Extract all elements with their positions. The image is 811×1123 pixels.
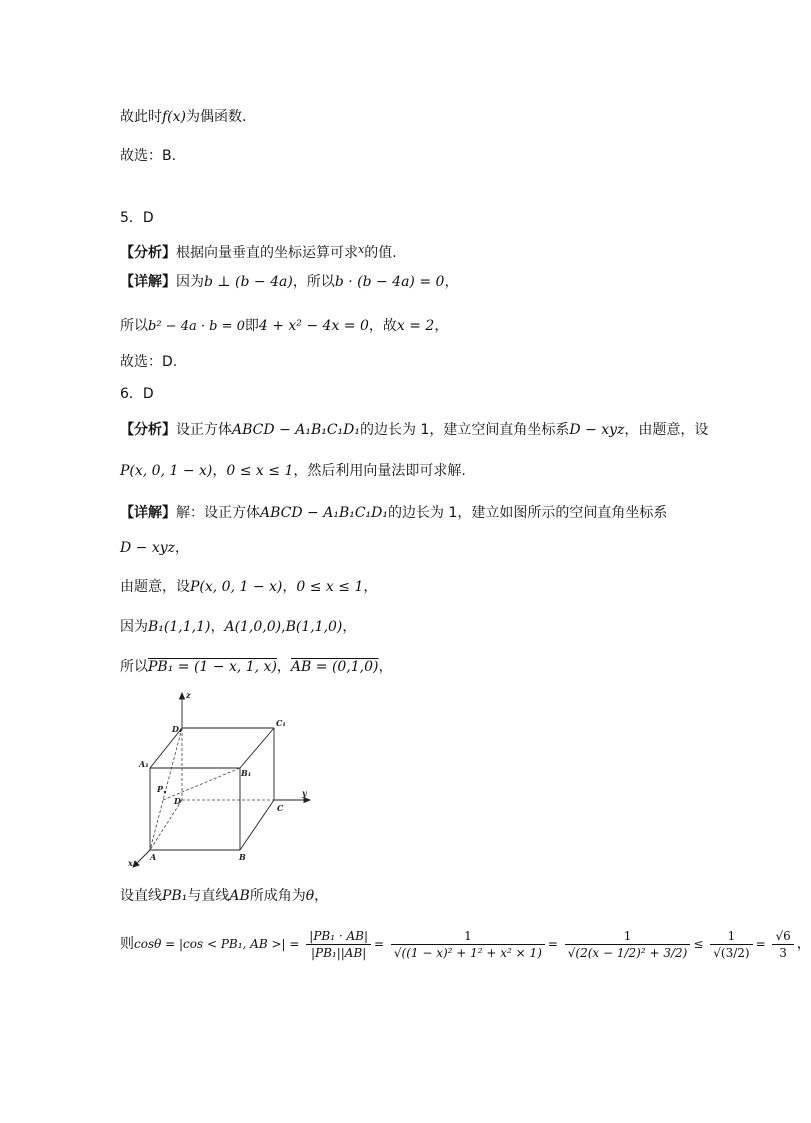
analysis-tag: 【分析】 — [120, 245, 176, 261]
math-b1: B₁(1,1,1) — [148, 619, 211, 635]
text: 与直线 — [187, 888, 230, 904]
edge-BC — [240, 800, 274, 850]
math-cube: ABCD − A₁B₁C₁D₁ — [260, 505, 389, 521]
label-z: z — [186, 690, 191, 700]
label-y: y — [302, 788, 307, 798]
choice-line: 故选：B. — [120, 148, 177, 164]
q5-heading: 5．D — [120, 210, 154, 226]
text: 所以 — [120, 318, 148, 334]
math-cos-lhs: cosθ = |cos < PB₁, AB >| = — [134, 937, 300, 951]
text: 设直线 — [120, 888, 162, 904]
frac-3 — [565, 928, 691, 961]
cube-figure — [120, 690, 320, 870]
text: 故此时 — [120, 109, 162, 125]
math-b: B(1,1,0) — [285, 619, 343, 635]
text: ， — [314, 888, 329, 904]
math-axes: D − xyz — [569, 422, 625, 438]
text: ，故 — [368, 318, 397, 334]
label-C: C — [277, 803, 284, 813]
frac-4 — [710, 928, 752, 961]
label-x: x — [128, 858, 133, 868]
label-B: B — [239, 852, 246, 862]
text: ，由题意，设 — [624, 422, 709, 438]
equals: = — [547, 937, 558, 951]
q6-setp — [120, 577, 377, 597]
axis-x — [136, 850, 150, 864]
less-equal: ≤ — [693, 937, 704, 951]
text: ， — [282, 579, 297, 595]
math-range: 0 ≤ x ≤ 1 — [296, 579, 364, 595]
frac-1 — [306, 928, 371, 961]
q5-line2 — [120, 316, 448, 337]
text: ， — [796, 936, 811, 952]
text-line-1 — [120, 107, 246, 127]
frac-den: √(3/2) — [710, 944, 752, 961]
text: 解：设正方体 — [176, 505, 260, 521]
text: ， — [363, 579, 378, 595]
q6-detail — [120, 503, 667, 523]
text: 根据向量垂直的坐标运算可求 — [176, 245, 358, 261]
math-expr: b · (b − 4a) = 0 — [334, 274, 445, 290]
text: ， — [378, 659, 393, 675]
text: ，所以 — [292, 274, 335, 290]
frac-num: |PB₁ · AB| — [309, 929, 368, 943]
frac-result — [772, 928, 793, 961]
q6-angle — [120, 886, 328, 906]
text: 的值. — [364, 245, 397, 261]
label-D1: D₁ — [172, 724, 183, 734]
math-x: x — [358, 243, 365, 256]
text: 所以 — [120, 659, 148, 675]
q6-detail-cont — [120, 538, 189, 558]
text: 所成角为 — [249, 888, 306, 904]
frac-den: √((1 − x)² + 1² + x² × 1) — [391, 944, 545, 961]
math-axes: D − xyz — [120, 540, 176, 556]
equals: = — [374, 937, 385, 951]
q6-vectors — [120, 657, 393, 677]
label-A: A — [150, 852, 157, 862]
label-A1: A₁ — [139, 759, 149, 769]
q5-choice: 故选：D. — [120, 354, 178, 370]
text: 因为 — [176, 274, 204, 290]
equals: = — [755, 937, 766, 951]
q6-coords: 因为B₁(1,1,1)，A(1,0,0),B(1,1,0)， — [120, 619, 357, 635]
text: 为偶函数. — [186, 109, 247, 125]
math-expr: 4 + x² − 4x = 0 — [258, 318, 369, 334]
edge-A1D1 — [150, 728, 182, 768]
label-C1: C₁ — [276, 718, 286, 728]
text: ， — [210, 619, 225, 635]
math-cube: ABCD − A₁B₁C₁D₁ — [232, 422, 361, 438]
math-p: P(x, 0, 1 − x) — [120, 463, 213, 479]
label-D: D — [174, 796, 181, 806]
axis-z-arrow — [180, 693, 185, 699]
text: 的边长为 1，建立空间直角坐标系 — [360, 422, 570, 438]
edge-B1C1 — [240, 728, 274, 768]
frac-den: √(2(x − 1/2)² + 3/2) — [565, 944, 691, 961]
math-pb1: PB₁ — [162, 888, 188, 904]
frac-num: 1 — [464, 929, 472, 943]
math-expr: x = 2 — [396, 318, 435, 334]
q6-cos-equation — [120, 928, 811, 961]
text: ， — [342, 619, 357, 635]
point-P — [164, 791, 166, 793]
frac-2 — [391, 928, 545, 961]
math-expr: b² − 4a · b = 0 — [148, 319, 245, 334]
text: 的边长为 1，建立如图所示的空间直角坐标系 — [388, 505, 668, 521]
q5-analysis — [120, 240, 397, 263]
text: 则 — [120, 936, 134, 952]
q6-analysis-cont — [120, 461, 466, 481]
text: ， — [212, 463, 227, 479]
math-fx: f(x) — [162, 109, 187, 125]
text: ， — [434, 318, 449, 334]
text: ，然后利用向量法即可求解. — [293, 463, 466, 479]
math-a: A(1,0,0) — [224, 619, 282, 635]
text: 由题意，设 — [120, 579, 190, 595]
frac-num: 1 — [727, 929, 736, 943]
text: ， — [175, 540, 190, 556]
frac-den: |PB₁||AB| — [306, 944, 371, 961]
q6-heading: 6．D — [120, 386, 154, 402]
text: 设正方体 — [176, 422, 232, 438]
label-P: P — [157, 784, 164, 794]
math-p: P(x, 0, 1 − x) — [190, 579, 283, 595]
q6-analysis — [120, 420, 708, 440]
axis-y-arrow — [304, 798, 310, 803]
frac-den: 3 — [772, 944, 793, 961]
detail-tag: 【详解】 — [120, 274, 176, 290]
math-ab: AB — [229, 888, 250, 904]
math-expr: b ⊥ (b − 4a) — [204, 274, 293, 290]
frac-num: √6 — [775, 929, 791, 943]
math-theta: θ — [305, 888, 315, 904]
edge-DA — [150, 800, 182, 850]
text: 因为 — [120, 619, 148, 635]
detail-tag: 【详解】 — [120, 505, 176, 521]
math-range: 0 ≤ x ≤ 1 — [226, 463, 294, 479]
q5-detail — [120, 272, 458, 292]
text: ， — [444, 274, 459, 290]
math-ab: AB = (0,1,0) — [290, 659, 379, 675]
text: ， — [276, 659, 291, 675]
frac-num: 1 — [623, 929, 632, 943]
analysis-tag: 【分析】 — [120, 422, 176, 438]
math-pb1: PB₁ = (1 − x, 1, x) — [148, 659, 277, 675]
diag-D1A — [150, 728, 182, 850]
text: 即 — [244, 318, 259, 334]
label-B1: B₁ — [241, 768, 252, 778]
